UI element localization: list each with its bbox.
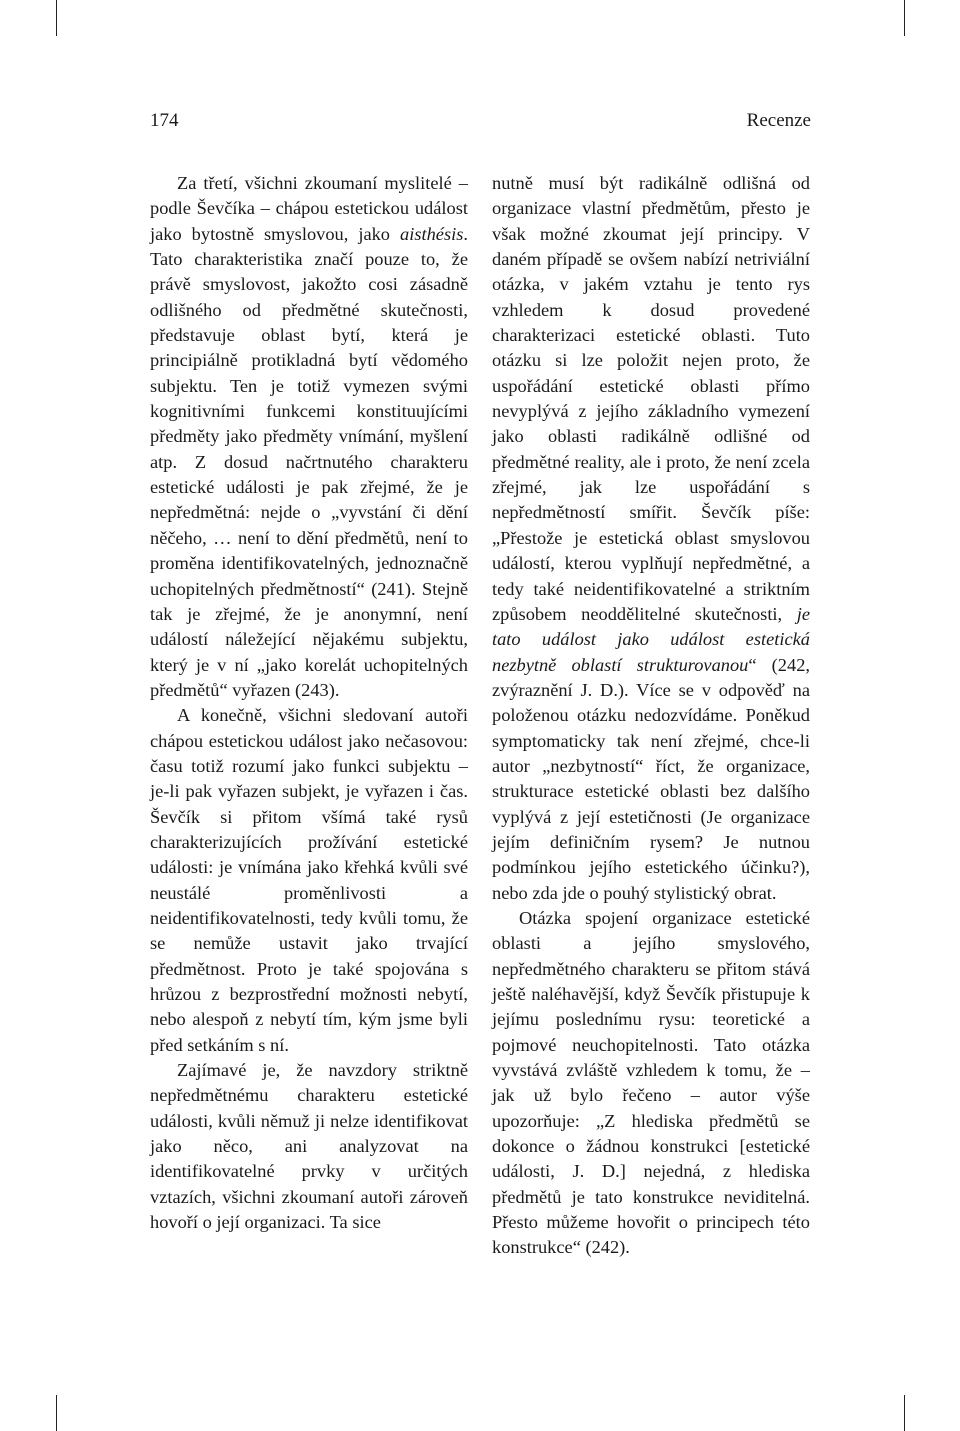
paragraph: Zajímavé je, že navzdory striktně nepředmětnému charakteru estetické události, kvůli němuž ji nelze identifikovat jako něco, ani analyzovat na identifikovatelné prvky v určitých vztazích, všichni zkoumaní autoři zároveň hovoří o její organizaci. Ta sice <box>150 1060 468 1233</box>
text-run: nutně musí být radikálně odlišná od organizace vlastní předmětům, přesto je však možné zkoumat její principy. V daném případě se ovšem nabízí netriviální otázka, v jakém vztahu je tento rys vzhledem k dosud provedené charakterizaci estetické oblasti. Tuto otázku si lze položit nejen proto, že uspořádání estetické oblasti přímo nevyplývá z jejího základního vymezení jako oblasti radikálně odlišné od předmětné reality, ale i proto, že není zcela zřejmé, jak lze uspořádání s nepředmětností smířit. Ševčík píše: „Přestože je estetická oblast smyslovou událostí, kterou vyplňují nepředmětné, a tedy také neidentifikovatelné a striktním způsobem neoddělitelné skutečnosti, <box>492 173 810 624</box>
crop-mark-bottom-right <box>904 1395 905 1431</box>
paragraph: Otázka spojení organizace estetické oblasti a jejího smyslového, nepředmětného charakteru se přitom stává ještě naléhavější, když Ševčík přistupuje k jejímu poslednímu rysu: teoretické a pojmové neuchopitelnosti. Tato otázka vyvstává zvláště vzhledem k tomu, že – jak už bylo řečeno – autor výše upozorňuje: „Z hlediska předmětů se dokonce o žádnou konstrukci [estetické události, J. D.] nejedná, z hlediska předmětů je tato konstrukce neviditelná. Přesto můžeme hovořit o principech této konstrukce“ (242). <box>492 907 810 1258</box>
paragraph <box>492 171 810 906</box>
paragraph <box>150 171 468 703</box>
page-number: 174 <box>150 110 179 131</box>
text-run: Za třetí, všichni zkoumaní myslitelé – podle Ševčíka – chápou estetickou událost jako bytostně smyslovou, jako <box>150 173 468 244</box>
running-header <box>150 110 811 140</box>
crop-mark-top-right <box>904 0 905 36</box>
paragraph: A konečně, všichni sledovaní autoři chápou estetickou událost jako nečasovou: času totiž rozumí jako funkci subjektu – je-li pak vyřazen subjekt, je vyřazen i čas. Ševčík si přitom všímá také rysů charakterizujících prožívání estetické události: je vnímána jako křehká kvůli své neustálé proměnlivosti a neidentifikovatelnosti, tedy kvůli tomu, že se nemůže ustavit jako trvající předmětnost. Proto je také spojována s hrůzou z bezprostřední možnosti nebytí, nebo alespoň z nebytí tím, kým jsme byli před setkáním s ní. <box>150 705 468 1055</box>
running-title: Recenze <box>746 110 811 131</box>
text-run: . Tato charakteristika značí pouze to, že právě smyslovost, jakožto cosi zásadně odlišného od předmětné skutečnosti, představuje oblast bytí, která je principiálně protikladná bytí vědomého subjektu. Ten je totiž vymezen svými kognitivními funkcemi konstituujícími předměty jako předměty vnímání, myšlení atp. Z dosud načrtnutého charakteru estetické události je pak zřejmé, že je nepředmětná: nejde o „vyvstání či dění něčeho, … není to dění předmětů, není to proměna identifikovatelných, jednoznačně uchopitelných předmětností“ (241). Stejně tak je zřejmé, že je anonymní, není událostí náležející nějakému subjektu, který je v ní „jako korelát uchopitelných předmětů“ vyřazen (243). <box>150 223 468 700</box>
crop-mark-bottom-left <box>56 1395 57 1431</box>
right-column <box>492 171 810 1261</box>
left-column <box>150 171 468 1235</box>
italic-quote: je tato událost jako událost estetická nezbytně oblastí strukturovanou <box>492 603 810 675</box>
text-run: “ (242, zvýraznění J. D.). Více se v odpověď na položenou otázku nedozvídáme. Poněkud symptomaticky tak není zřejmé, chce-li autor „nezbytností“ říct, že organizace, strukturace estetické oblasti bez dalšího vyplývá z její estetičnosti (Je organizace jejím definičním rysem? Je nutnou podmínkou jejího estetického účinku?), nebo zda jde o pouhý stylistický obrat. <box>492 654 810 903</box>
italic-term: aisthésis <box>400 223 464 244</box>
crop-mark-top-left <box>56 0 57 36</box>
